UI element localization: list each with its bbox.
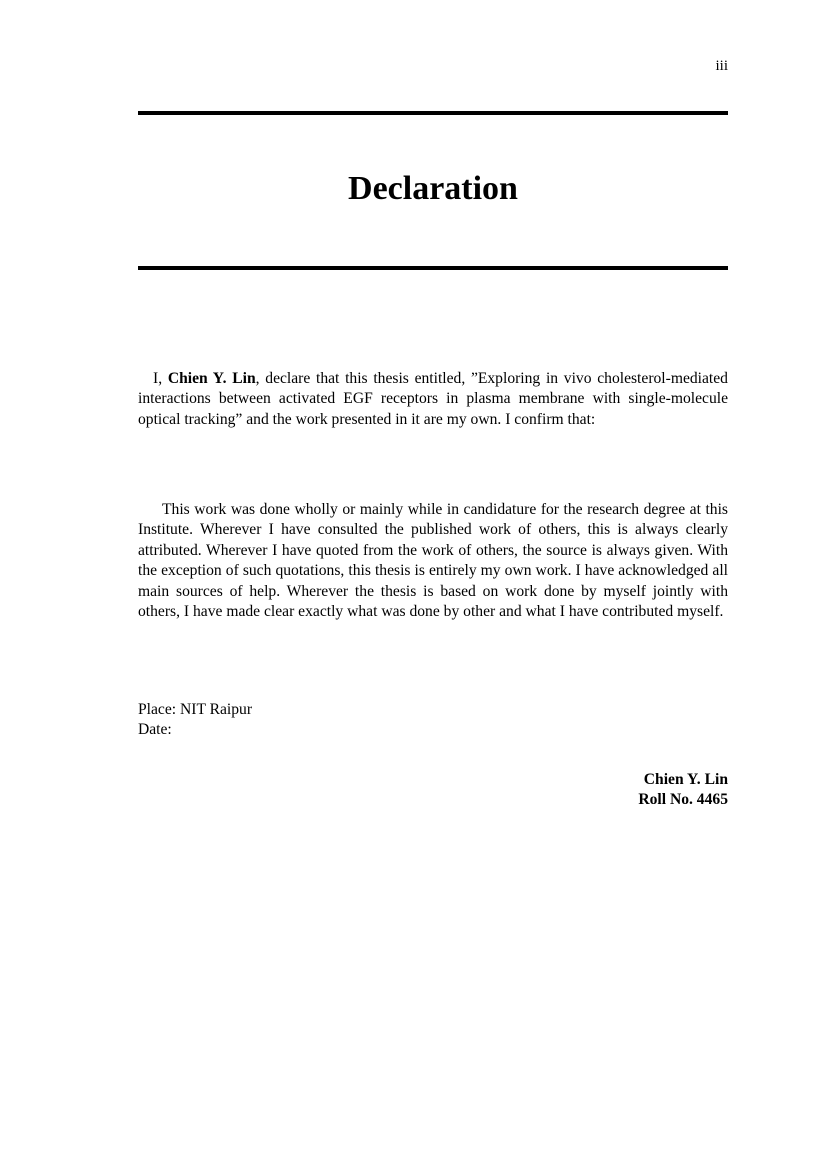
bottom-rule	[138, 266, 728, 270]
declaration-body-paragraph: This work was done wholly or mainly while in candidature for the research degree at this Institute. Wherever I have consulted the published work of others, this is always clearly attributed. Wherever I have quoted from the work of others, the source is always given. With the exception of such quotations, this thesis is entirely my own work. I have acknowledged all main sources of help. Wherever the thesis is based on work done by myself jointly with others, I have made clear exactly what was done by other and what I have contributed myself.	[138, 501, 728, 621]
page-title: Declaration	[348, 170, 518, 207]
intro-prefix: I,	[153, 370, 168, 387]
place-line: Place: NIT Raipur	[138, 701, 253, 718]
page-number: iii	[715, 58, 728, 74]
place-date-block	[138, 700, 252, 741]
signature-name: Chien Y. Lin	[643, 771, 728, 788]
date-line: Date:	[138, 721, 172, 739]
author-name: Chien Y. Lin	[167, 370, 256, 387]
declaration-intro-paragraph	[138, 369, 728, 430]
top-rule	[138, 111, 728, 115]
signature-block	[638, 770, 728, 811]
roll-number: Roll No. 4465	[638, 791, 728, 809]
intro-suffix: , declare that this thesis entitled, ”Exploring in vivo cholesterol-mediated interactions between activated EGF receptors in plasma membrane with single-molecule optical tracking” and the work presented in it are my own. I confirm that:	[138, 370, 728, 428]
